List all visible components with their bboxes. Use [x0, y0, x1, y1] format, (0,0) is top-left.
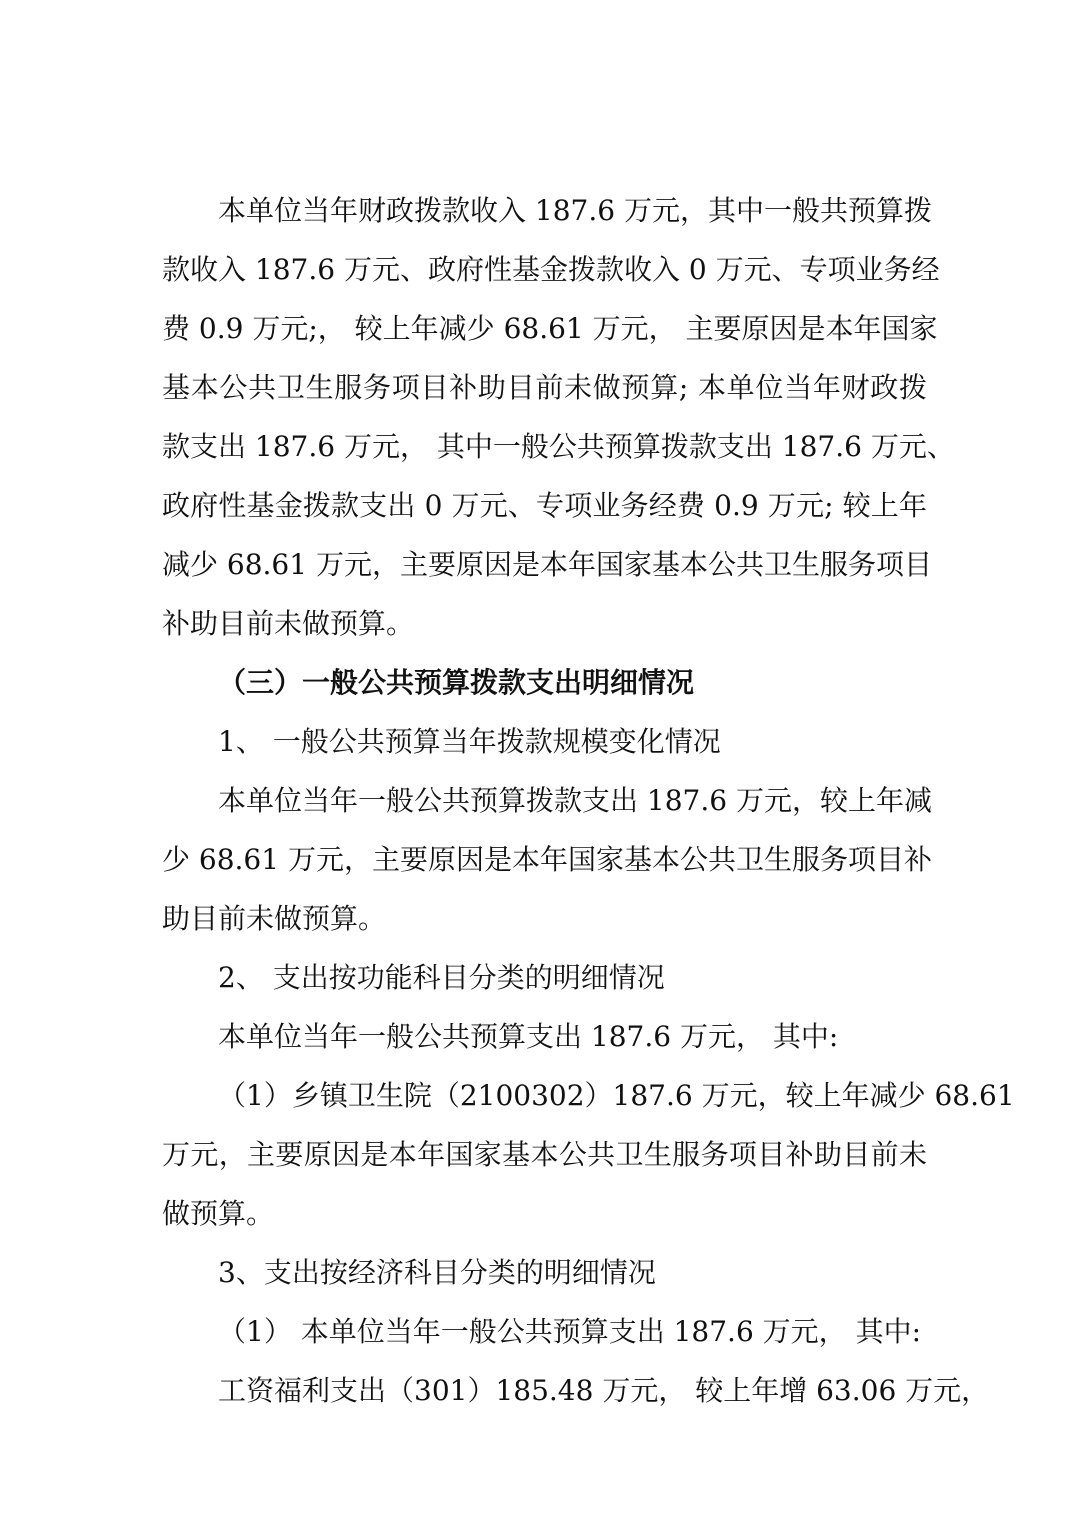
paragraph-line: 政府性基金拨款支出 0 万元、专项业务经费 0.9 万元; 较上年 — [162, 489, 927, 522]
subsection-heading: 3、支出按经济科目分类的明细情况 — [218, 1256, 656, 1289]
paragraph-line: （1）乡镇卫生院（2100302）187.6 万元，较上年减少 68.61 — [218, 1079, 1015, 1112]
section-heading: （三）一般公共预算拨款支出明细情况 — [218, 666, 695, 699]
paragraph-line: 款收入 187.6 万元、政府性基金拨款收入 0 万元、专项业务经 — [162, 253, 940, 286]
paragraph-line: 本单位当年一般公共预算支出 187.6 万元， 其中: — [218, 1020, 839, 1053]
paragraph-line: （1） 本单位当年一般公共预算支出 187.6 万元， 其中: — [218, 1315, 922, 1348]
paragraph-line: 助目前未做预算。 — [162, 902, 387, 935]
paragraph-line: 减少 68.61 万元，主要原因是本年国家基本公共卫生服务项目 — [162, 548, 932, 581]
paragraph-line: 费 0.9 万元;， 较上年减少 68.61 万元， 主要原因是本年国家 — [162, 312, 938, 345]
paragraph-line: 本单位当年一般公共预算拨款支出 187.6 万元，较上年减 — [218, 784, 932, 817]
paragraph-line: 少 68.61 万元，主要原因是本年国家基本公共卫生服务项目补 — [162, 843, 932, 876]
paragraph-line: 万元，主要原因是本年国家基本公共卫生服务项目补助目前未 — [162, 1138, 927, 1171]
paragraph-line: 款支出 187.6 万元， 其中一般公共预算拨款支出 187.6 万元、 — [162, 430, 955, 463]
subsection-heading: 1、 一般公共预算当年拨款规模变化情况 — [218, 725, 721, 758]
paragraph-line: 补助目前未做预算。 — [162, 607, 415, 640]
paragraph-line: 工资福利支出（301）185.48 万元， 较上年增 63.06 万元， — [218, 1374, 990, 1407]
paragraph-line: 基本公共卫生服务项目补助目前未做预算; 本单位当年财政拨 — [162, 371, 927, 404]
subsection-heading: 2、 支出按功能科目分类的明细情况 — [218, 961, 665, 994]
paragraph-line: 做预算。 — [162, 1197, 275, 1230]
paragraph-line: 本单位当年财政拨款收入 187.6 万元，其中一般共预算拨 — [218, 194, 932, 227]
